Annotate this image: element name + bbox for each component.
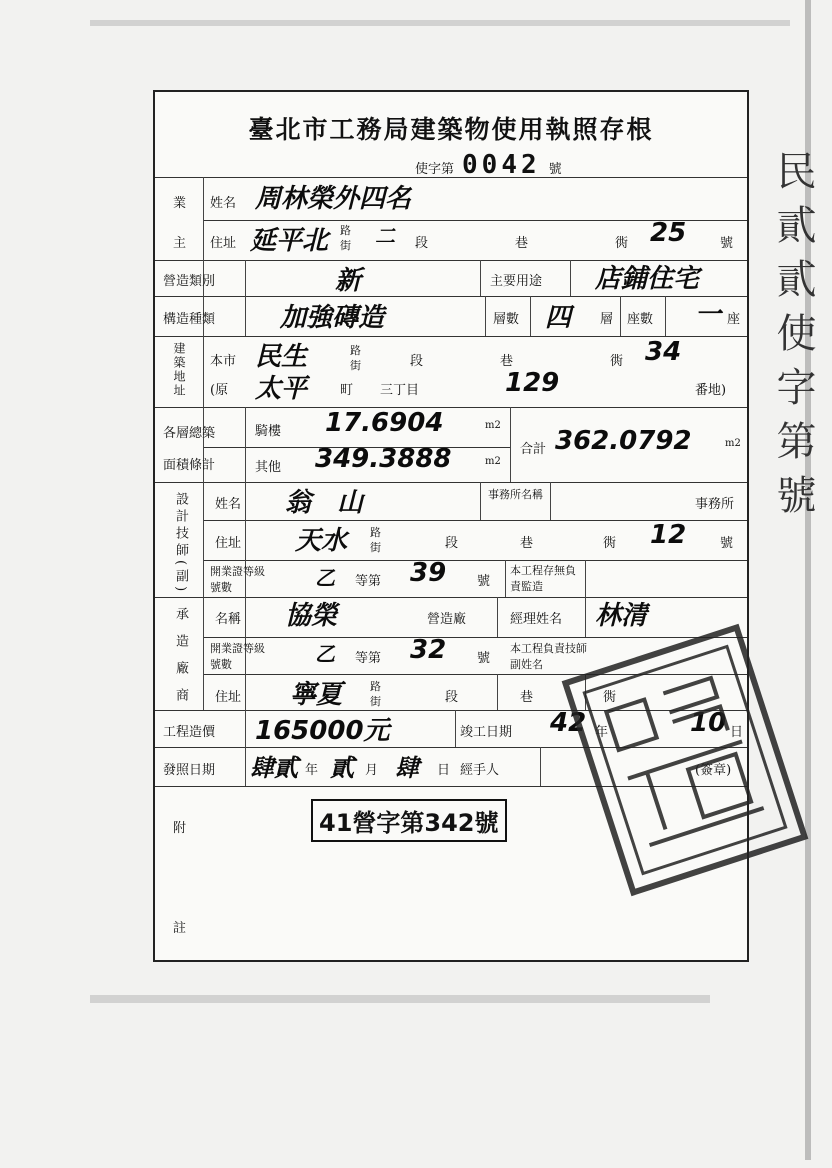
contractor-label: 承造廠商 — [173, 607, 188, 715]
site-road-value: 民生 — [255, 342, 308, 372]
office-addr-label: 事務所 — [695, 497, 735, 512]
completion-year-label: 年 — [595, 725, 609, 740]
bldg-unit-label: 座 — [727, 312, 741, 327]
completion-label: 竣工日期 — [460, 725, 513, 740]
issue-year-label: 年 — [305, 763, 319, 778]
remark-label-2: 註 — [173, 921, 187, 936]
form-title: 臺北市工務局建築物使用執照存根 — [248, 115, 654, 144]
completion-year-value: 42 — [550, 708, 587, 738]
designer-lane-label: 巷 — [520, 536, 534, 551]
designer-address-label: 住址 — [215, 536, 242, 551]
contractor-street-label: 街 — [370, 695, 381, 708]
site-lane-label: 巷 — [500, 354, 514, 369]
cost-value: 165000元 — [255, 716, 390, 746]
designer-section-label: 段 — [445, 536, 459, 551]
city-label: 本市 — [210, 354, 237, 369]
issue-date-label: 發照日期 — [163, 763, 216, 778]
contractor-name-value: 協榮 — [285, 601, 338, 631]
contractor-lane-label: 巷 — [520, 690, 534, 705]
site-street-label: 街 — [350, 359, 361, 372]
issue-month-label: 月 — [365, 763, 379, 778]
serial-number: 使字第 0042 號 — [415, 150, 562, 180]
designer-license-no: 39 — [410, 558, 447, 588]
area-label-1: 各層總築 — [163, 426, 216, 441]
main-use-value: 店鋪住宅 — [595, 264, 700, 294]
issue-day-value: 肆 — [395, 754, 419, 782]
ground-floor-label: 騎樓 — [255, 424, 282, 439]
designer-license-number-label: 號 — [477, 574, 491, 589]
builder-label: 營造廠 — [427, 612, 467, 627]
designer-label: 設計技師(副) — [173, 492, 188, 596]
completion-day-label: 日 — [730, 725, 744, 740]
designer-name-value: 翁 山 — [285, 488, 364, 518]
total-label: 合計 — [520, 442, 547, 457]
cost-label: 工程造價 — [163, 725, 216, 740]
designer-name-label: 姓名 — [215, 497, 242, 512]
town-label: 町 — [340, 383, 354, 398]
chome-label: 三丁目 — [380, 383, 420, 398]
total-area-value: 362.0792 — [555, 426, 692, 456]
owner-name-label: 姓名 — [210, 196, 237, 211]
issue-year-value: 肆貳 — [250, 754, 298, 782]
owner-address-label: 住址 — [210, 236, 237, 251]
banchi-label: 番地) — [695, 383, 727, 398]
alley-label: 衖 — [615, 236, 629, 251]
contractor-license-label: 開業證等級號數 — [210, 642, 265, 671]
seal-label: (簽章) — [695, 763, 732, 778]
orig-town-value: 太平 — [255, 374, 308, 404]
owner-name-value: 周林榮外四名 — [255, 184, 412, 214]
designer-road-label: 路 — [370, 526, 381, 539]
lane-label: 巷 — [515, 236, 529, 251]
remark-stamp: 41營字第342號 — [311, 799, 507, 842]
floors-label: 層數 — [493, 312, 520, 327]
owner-number-value: 25 — [650, 218, 687, 248]
section-label: 段 — [415, 236, 429, 251]
remark-label-1: 附 — [173, 821, 187, 836]
site-label: 建築地址 — [172, 342, 186, 398]
other-area-value: 349.3888 — [315, 444, 452, 474]
designer-street-label: 街 — [370, 541, 381, 554]
designer-road-value: 天水 — [295, 526, 348, 556]
manager-label: 經理姓名 — [510, 612, 563, 627]
m2-label-1: m2 — [485, 420, 501, 431]
contractor-alley-label: 衖 — [603, 690, 617, 705]
floor-unit-label: 層 — [600, 312, 614, 327]
contractor-manager-value: 林清 — [595, 601, 648, 631]
site-alley-label: 衖 — [610, 354, 624, 369]
contractor-section-label: 段 — [445, 690, 459, 705]
margin-side-text: 民貳貳使字第號 — [770, 150, 816, 528]
designer-number-label: 號 — [720, 536, 734, 551]
contractor-license-number-label: 號 — [477, 651, 491, 666]
owner-section-value: 二 — [375, 224, 395, 248]
issue-day-label: 日 — [437, 763, 451, 778]
contractor-address-label: 住址 — [215, 690, 242, 705]
road-label: 路 — [340, 224, 351, 237]
site-road-label: 路 — [350, 344, 361, 357]
site-section-label: 段 — [410, 354, 424, 369]
designer-license-label: 開業證等級號數 — [210, 565, 265, 594]
bldgs-value: 一 — [695, 300, 722, 330]
contractor-name-label: 名稱 — [215, 612, 242, 627]
contractor-grade-label: 等第 — [355, 651, 382, 666]
designer-grade-label: 等第 — [355, 574, 382, 589]
contractor-road-value: 寧夏 — [290, 680, 343, 710]
build-class-value: 新 — [335, 266, 362, 296]
orig-label: (原 — [210, 383, 229, 398]
site-number-value: 34 — [645, 337, 682, 367]
floors-value: 四 — [545, 303, 572, 333]
tech-resp-label: 本工程負責技師副姓名 — [510, 642, 587, 671]
owner-label-1: 業 — [173, 196, 187, 211]
number-label: 號 — [720, 236, 734, 251]
build-class-label: 營造類別 — [163, 274, 216, 289]
ground-area-value: 17.6904 — [325, 408, 444, 438]
completion-day-value: 10 — [690, 708, 727, 738]
m2-label-2: m2 — [485, 456, 501, 467]
other-label: 其他 — [255, 460, 282, 475]
contractor-grade-value: 乙 — [315, 642, 335, 666]
street-label: 街 — [340, 239, 351, 252]
designer-grade-value: 乙 — [315, 566, 335, 590]
contractor-license-no: 32 — [410, 635, 447, 665]
struct-type-value: 加強磚造 — [280, 303, 385, 333]
owner-label-2: 主 — [173, 236, 187, 251]
contractor-road-label: 路 — [370, 680, 381, 693]
bldgs-label: 座數 — [627, 312, 654, 327]
designer-alley-label: 衖 — [603, 536, 617, 551]
supervisor-label: 本工程存無負責監造 — [510, 564, 576, 593]
issue-month-value: 貳 — [330, 754, 354, 782]
owner-road-value: 延平北 — [250, 226, 329, 256]
handler-label: 經手人 — [460, 763, 500, 778]
struct-type-label: 構造種類 — [163, 312, 216, 327]
area-label-2: 面積條計 — [163, 458, 216, 473]
orig-banchi-value: 129 — [505, 368, 560, 398]
main-use-label: 主要用途 — [490, 274, 543, 289]
m2-label-3: m2 — [725, 438, 741, 449]
office-label: 事務所名稱 — [488, 488, 543, 501]
designer-number-value: 12 — [650, 520, 687, 550]
